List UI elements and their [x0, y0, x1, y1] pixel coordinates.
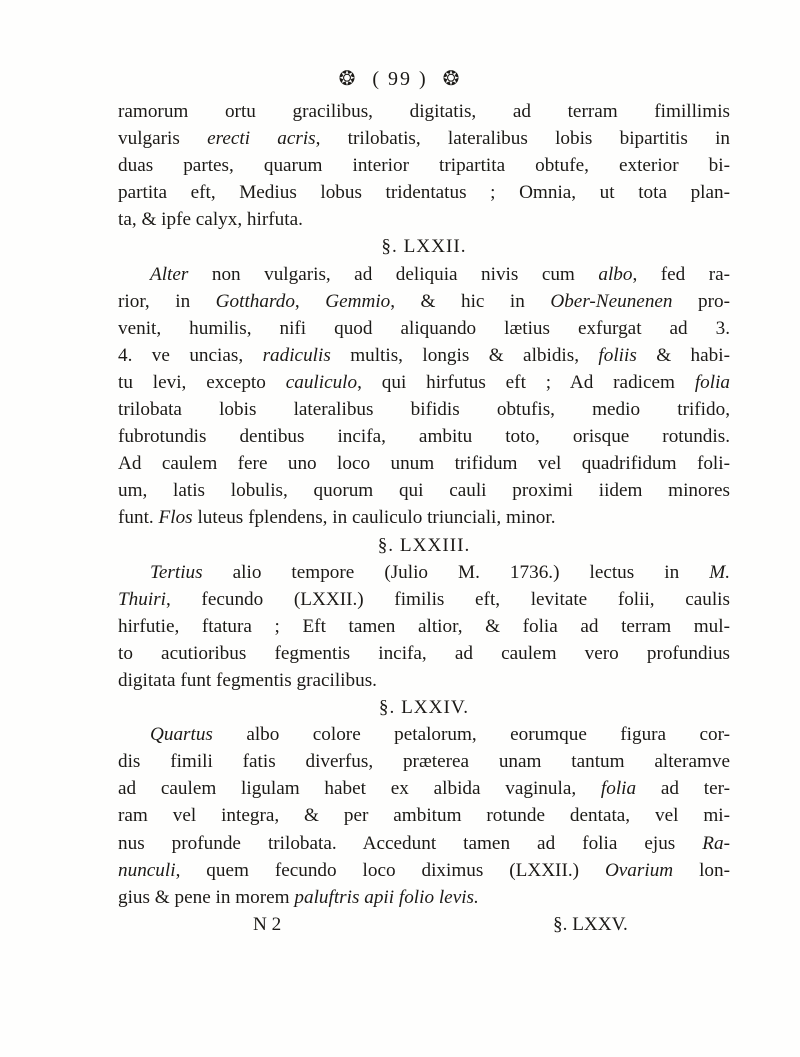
text-run: duas partes, quarum interior tripartita obtufe, exterior bi- — [118, 155, 730, 177]
text-run: dis fimili fatis diverfus, præterea unam tantum alteramve — [118, 751, 730, 773]
text-line — [118, 613, 730, 640]
section-heading — [118, 532, 730, 559]
text-run: um, latis lobulis, quorum qui cauli proximi iidem minores — [118, 480, 730, 502]
italic-term: Tertius — [150, 561, 203, 583]
text-run: multis, longis & albidis, — [330, 344, 599, 366]
italic-term: Quartus — [150, 724, 213, 746]
text-run: hirfutie, ftatura ; Eft tamen altior, & folia ad terram mul- — [118, 615, 730, 637]
text-line — [118, 504, 730, 531]
text-run: ad ter- — [636, 778, 730, 800]
italic-term: radiculis — [262, 344, 331, 366]
text-run: pro- — [672, 290, 731, 312]
text-run: albo colore petalorum, eorumque figura cor- — [212, 724, 730, 746]
text-line — [118, 450, 730, 477]
text-run: non vulgaris, ad deliquia nivis cum — [188, 263, 599, 285]
text-line — [118, 559, 730, 586]
italic-term: Flos — [158, 507, 193, 529]
text-run: ta, & ipfe calyx, hirfuta. — [118, 209, 303, 231]
text-line — [118, 125, 730, 152]
text-line — [118, 721, 730, 748]
text-run: venit, humilis, nifi quod aliquando lætius exfurgat ad 3. — [118, 317, 730, 339]
text-line — [118, 640, 730, 667]
italic-term: Gotthardo — [215, 290, 295, 312]
italic-term: foliis — [598, 344, 637, 366]
text-run: gius & pene in morem — [118, 886, 295, 908]
text-line — [118, 775, 730, 802]
body-text — [118, 98, 730, 938]
text-line — [118, 586, 730, 613]
text-run: rior, in — [118, 290, 216, 312]
text-line — [118, 342, 730, 369]
catchword: §. LXXV. — [553, 913, 628, 935]
text-run: alio tempore (Julio M. 1736.) lectus in — [202, 561, 710, 583]
text-run: tu levi, excepto — [118, 371, 286, 393]
text-line — [118, 315, 730, 342]
text-line — [118, 884, 730, 911]
section-heading — [118, 233, 730, 260]
italic-term: cauliculo — [285, 371, 358, 393]
text-run: , & hic in — [390, 290, 551, 312]
italic-term: folia — [694, 371, 730, 393]
text-line — [118, 802, 730, 829]
text-run: & habi- — [636, 344, 730, 366]
text-run: ramorum ortu gracilibus, digitatis, ad terram fimillimis — [118, 101, 730, 122]
text-run: vulgaris — [118, 128, 208, 150]
ornament-right-icon: ❂ — [442, 68, 462, 90]
text-line — [118, 477, 730, 504]
text-line — [118, 261, 730, 288]
italic-term: Alter — [150, 263, 189, 285]
text-run: ram vel integra, & per ambitum rotunde dentata, vel mi- — [118, 805, 730, 827]
text-line — [118, 206, 730, 233]
text-run: , fecundo (LXXII.) fimilis eft, levitate folii, caulis — [166, 588, 730, 610]
text-run: digitata funt fegmentis gracilibus. — [118, 669, 377, 691]
italic-term: Ra- — [702, 832, 730, 854]
text-line — [118, 152, 730, 179]
text-run: , qui hirfutus eft ; Ad radicem — [357, 371, 695, 393]
text-run: §. LXXIV. — [378, 697, 470, 719]
text-run: Ad caulem fere uno loco unum trifidum vel quadrifidum foli- — [118, 453, 730, 475]
italic-term: paluftris apii folio levis. — [294, 886, 479, 908]
text-line — [118, 857, 730, 884]
text-run: , fed ra- — [632, 263, 731, 285]
italic-term: albo — [598, 263, 633, 285]
italic-term: Gemmio — [325, 290, 391, 312]
text-line — [118, 369, 730, 396]
text-line — [118, 667, 730, 694]
page-number: ( 99 ) — [372, 68, 428, 90]
text-line — [118, 288, 730, 315]
page-footer — [118, 911, 730, 938]
text-run: luteus fplendens, in cauliculo triunciali, minor. — [192, 507, 556, 529]
page-header — [0, 66, 800, 91]
text-line — [118, 396, 730, 423]
text-run: §. LXXII. — [381, 236, 467, 258]
ornament-left-icon: ❂ — [338, 68, 358, 90]
text-run: to acutioribus fegmentis incifa, ad caulem vero profundius — [118, 642, 730, 664]
text-line — [118, 179, 730, 206]
italic-term: Ober-Neunenen — [550, 290, 673, 312]
text-run: , trilobatis, lateralibus lobis bipartitis in — [315, 128, 730, 150]
text-run: §. LXXIII. — [377, 534, 471, 556]
italic-term: folia — [600, 778, 637, 800]
text-run: partita eft, Medius lobus tridentatus ; Omnia, ut tota plan- — [118, 182, 730, 204]
text-line — [118, 98, 730, 125]
italic-term: Thuiri — [118, 588, 166, 610]
section-heading — [118, 694, 730, 721]
text-run: 4. ve uncias, — [118, 344, 263, 366]
signature-mark: N 2 — [253, 913, 282, 935]
text-run: ad caulem ligulam habet ex albida vaginula, — [118, 778, 601, 800]
text-run: trilobata lobis lateralibus bifidis obtufis, medio trifido, — [118, 399, 730, 421]
italic-term: nunculi — [118, 859, 176, 881]
text-run: fubrotundis dentibus incifa, ambitu toto, orisque rotundis. — [118, 426, 730, 448]
italic-term: erecti acris — [207, 128, 316, 150]
text-line — [118, 830, 730, 857]
italic-term: Ovarium — [604, 859, 674, 881]
text-run: , quem fecundo loco diximus (LXXII.) — [175, 859, 605, 881]
text-line — [118, 748, 730, 775]
text-run: lon- — [673, 859, 730, 881]
text-line — [118, 423, 730, 450]
italic-term: M. — [709, 561, 730, 583]
text-run: , — [294, 290, 326, 312]
text-run: nus profunde trilobata. Accedunt tamen ad folia ejus — [118, 832, 703, 854]
text-run: funt. — [118, 507, 159, 529]
